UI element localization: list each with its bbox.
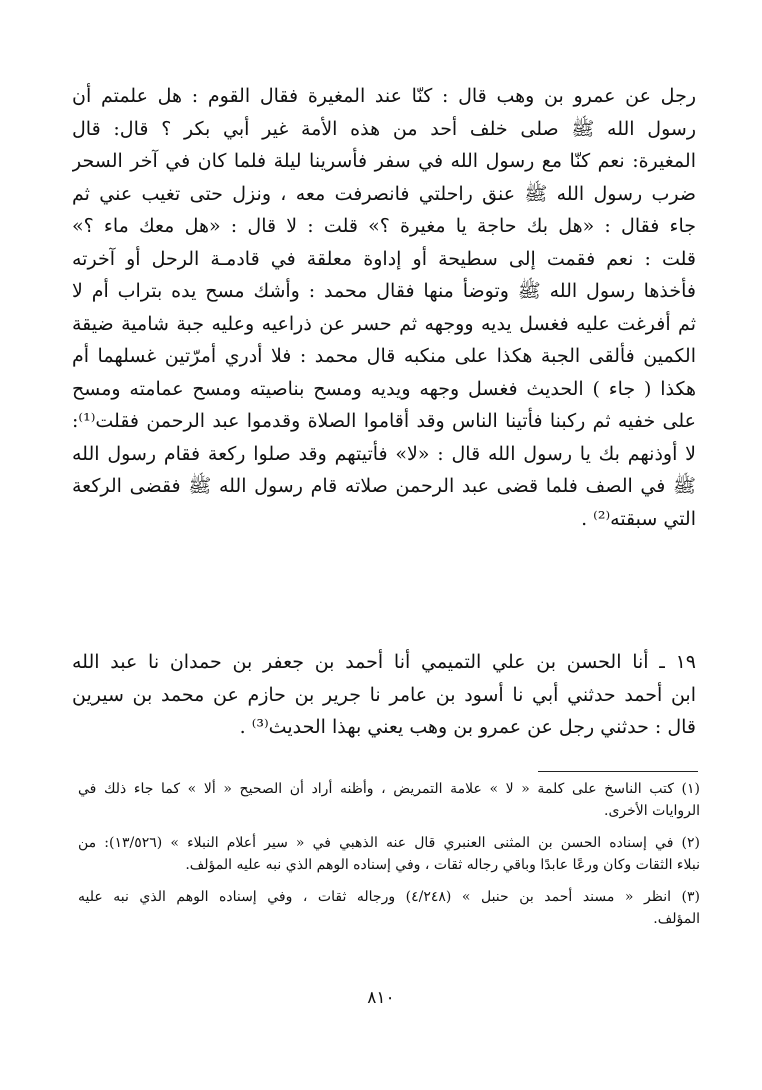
footnote-3-line: المؤلف.	[653, 911, 700, 927]
footnote-2-line: نبلاء الثقات وكان ورعًا عابدًا وباقي رجاله ثقات ، وفي إسناده الوهم الذي نبه عليه المؤلف.	[185, 857, 700, 873]
footnote-1-line: الروايات الأخرى.	[604, 803, 700, 819]
text-line: ثم أفرغت عليه فغسل يديه ووجهه ثم حسر عن ذراعيه وعليه جبة شامية ضيقة	[72, 312, 696, 335]
footnote-2-line: (٢) في إسناده الحسن بن المثنى العنبري قال عنه الذهبي في « سير أعلام النبلاء » (١٣/٥٢٦): من	[78, 835, 700, 851]
hadith-18-body	[72, 80, 696, 535]
text-line: لا أوذنهم بك يا رسول الله قال : «لا» فأتيتهم وقد صلوا ركعة فقام رسول الله	[72, 442, 696, 465]
text-line: هكذا ( جاء ) الحديث فغسل وجهه ويديه ومسح بناصيته ومسح عمامته ومسح	[72, 377, 696, 400]
text-line: ١٩ ـ أنا الحسن بن علي التميمي أنا أحمد بن جعفر بن حمدان نا عبد الله	[72, 651, 696, 673]
footnotes	[78, 778, 700, 930]
text-line: المغيرة: نعم كنّا مع رسول الله في سفر فأسرينا ليلة فلما كان في آخر السحر	[72, 150, 696, 172]
hadith-19-body	[72, 646, 696, 744]
text-line: التي سبقته⁽²⁾ .	[581, 507, 696, 530]
text-line: ﷺ في الصف فلما قضى عبد الرحمن صلاته قام رسول الله ﷺ فقضى الركعة	[72, 475, 696, 497]
text-line: الكمين فألقى الجبة هكذا على منكبه قال محمد : فلا أدري أمرّتين غسلهما أم	[72, 345, 696, 367]
text-line: ابن أحمد حدثني أبي نا أسود بن عامر نا جرير بن حازم عن محمد بن سيرين	[72, 683, 696, 706]
page-number: ٨١٠	[367, 988, 395, 1008]
text-line: على خفيه ثم ركبنا فأتينا الناس وقد أقاموا الصلاة وقدموا عبد الرحمن فقلت⁽¹⁾:	[72, 410, 696, 432]
text-line: فأخذها رسول الله ﷺ وتوضأ منها فقال محمد : وأشك مسح يده بتراب أم لا	[72, 280, 696, 302]
text-line: قال : حدثني رجل عن عمرو بن وهب يعني بهذا الحديث⁽³⁾ .	[239, 716, 696, 738]
footnote-3-line: (٣) انظر « مسند أحمد بن حنبل » (٤/٢٤٨) ورجاله ثقات ، وفي إسناده الوهم الذي نبه عليه	[78, 889, 700, 905]
text-line: قلت : نعم فقمت إلى سطيحة أو إداوة معلقة في قادمـة الرحل أو آخرته	[72, 247, 696, 270]
text-line: رسول الله ﷺ صلى خلف أحد من هذه الأمة غير أبي بكر ؟ قال: قال	[72, 117, 696, 140]
footnote-1-line: (١) كتب الناسخ على كلمة « لا » علامة التمريض ، وأظنه أراد أن الصحيح « ألا » كما جاء ذلك في	[78, 781, 700, 797]
text-line: ضرب رسول الله ﷺ عنق راحلتي فانصرفت معه ، ونزل حتى تغيب عني ثم	[72, 182, 696, 205]
text-line: جاء فقال : «هل بك حاجة يا مغيرة ؟» قلت : لا قال : «هل معك ماء ؟»	[72, 215, 696, 237]
text-line: رجل عن عمرو بن وهب قال : كنّا عند المغيرة فقال القوم : هل علمتم أن	[72, 85, 696, 107]
footnote-separator	[538, 771, 698, 772]
